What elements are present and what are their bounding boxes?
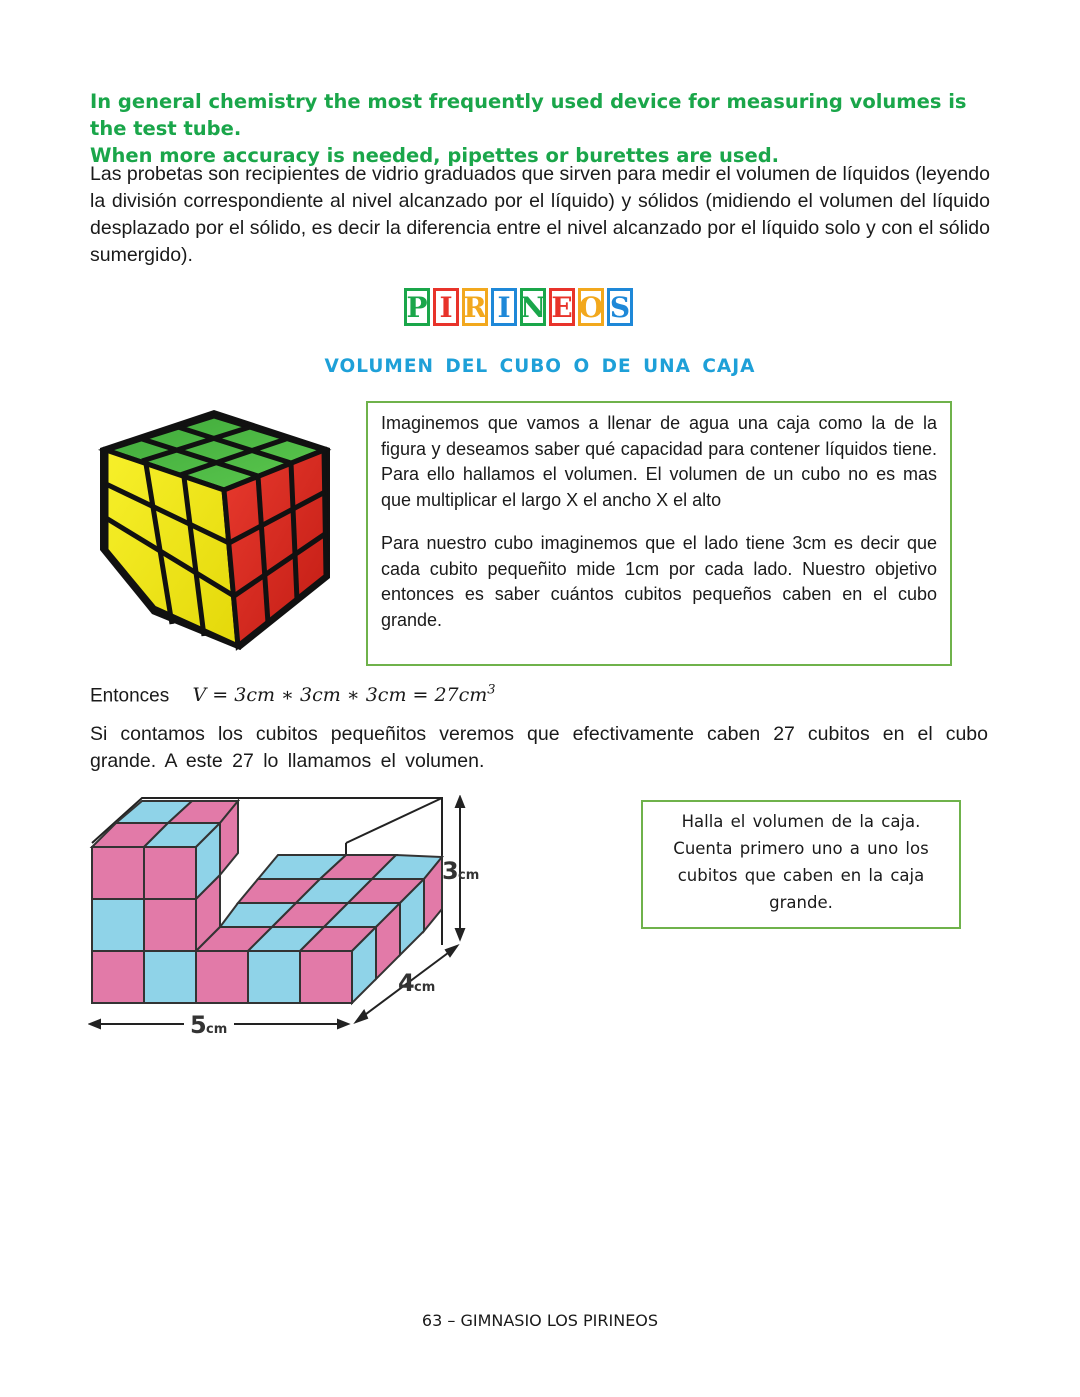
cube-explanation-p2: Para nuestro cubo imaginemos que el lado tiene 3cm es decir que cada cubito pequeñito mide 1cm por cada lado. Nuestro objetivo entonces es saber cuántos cubitos pequeños caben en el cubo grande.	[381, 533, 937, 630]
depth-dimension-unit: cm	[414, 980, 436, 995]
logo-letter: R	[462, 288, 488, 326]
section-title: VOLUMEN DEL CUBO O DE UNA CAJA	[324, 356, 756, 377]
box-volume-illustration	[88, 795, 488, 1040]
width-dimension-number: 5	[190, 1011, 207, 1039]
intro-highlight	[90, 88, 1000, 169]
rubiks-cube-illustration	[92, 400, 337, 660]
counting-paragraph: Si contamos los cubitos pequeñitos veremos que efectivamente caben 27 cubitos en el cubo grande. A este 27 lo llamamos el volumen.	[90, 723, 988, 772]
height-dimension-unit: cm	[458, 868, 480, 883]
width-dimension-unit: cm	[206, 1022, 228, 1037]
logo-letter: E	[549, 288, 575, 326]
depth-dimension-number: 4	[398, 969, 415, 997]
box-front-bottom-row	[92, 951, 352, 1003]
logo-letter: P	[404, 288, 430, 326]
formula-expression-text: V = 3cm ∗ 3cm ∗ 3cm = 27cm	[192, 684, 488, 707]
cube-explanation-p1: Imaginemos que vamos a llenar de agua una caja como la de la figura y deseamos saber qué capacidad para contener líquidos tiene. Para ello hallamos el volumen. El volumen de un cubo no es mas que multiplicar el largo X el ancho X el alto	[381, 413, 937, 510]
cube-explanation-box	[366, 401, 952, 666]
logo-letter: I	[433, 288, 459, 326]
logo-letter: I	[491, 288, 517, 326]
formula-label: Entonces	[90, 685, 170, 707]
height-dimension-number: 3	[442, 857, 459, 885]
logo-letter: N	[520, 288, 546, 326]
intro-line-2: When more accuracy is needed, pipettes or burettes are used.	[90, 144, 780, 167]
logo-letter: O	[578, 288, 604, 326]
pirineos-logo	[404, 288, 633, 326]
logo-letter: S	[607, 288, 633, 326]
probetas-paragraph: Las probetas son recipientes de vidrio graduados que sirven para medir el volumen de líquidos (leyendo la división correspondiente al nivel alcanzado por el líquido) y sólidos (midiendo el volumen del líquido desplazado por el sólido, es decir la diferencia entre el nivel alcanzado por el líquido solo y con el sólido sumergido).	[90, 163, 990, 266]
intro-line-1: In general chemistry the most frequently used device for measuring volumes is the test tube.	[90, 90, 967, 140]
box-left-stack	[92, 801, 238, 951]
page-footer: 63 – GIMNASIO LOS PIRINEOS	[421, 1311, 659, 1330]
formula-expression	[193, 684, 496, 706]
formula-exponent: 3	[487, 683, 496, 698]
volume-formula	[90, 677, 496, 709]
exercise-box: Halla el volumen de la caja. Cuenta primero uno a uno los cubitos que caben en la caja grande.	[641, 800, 961, 929]
